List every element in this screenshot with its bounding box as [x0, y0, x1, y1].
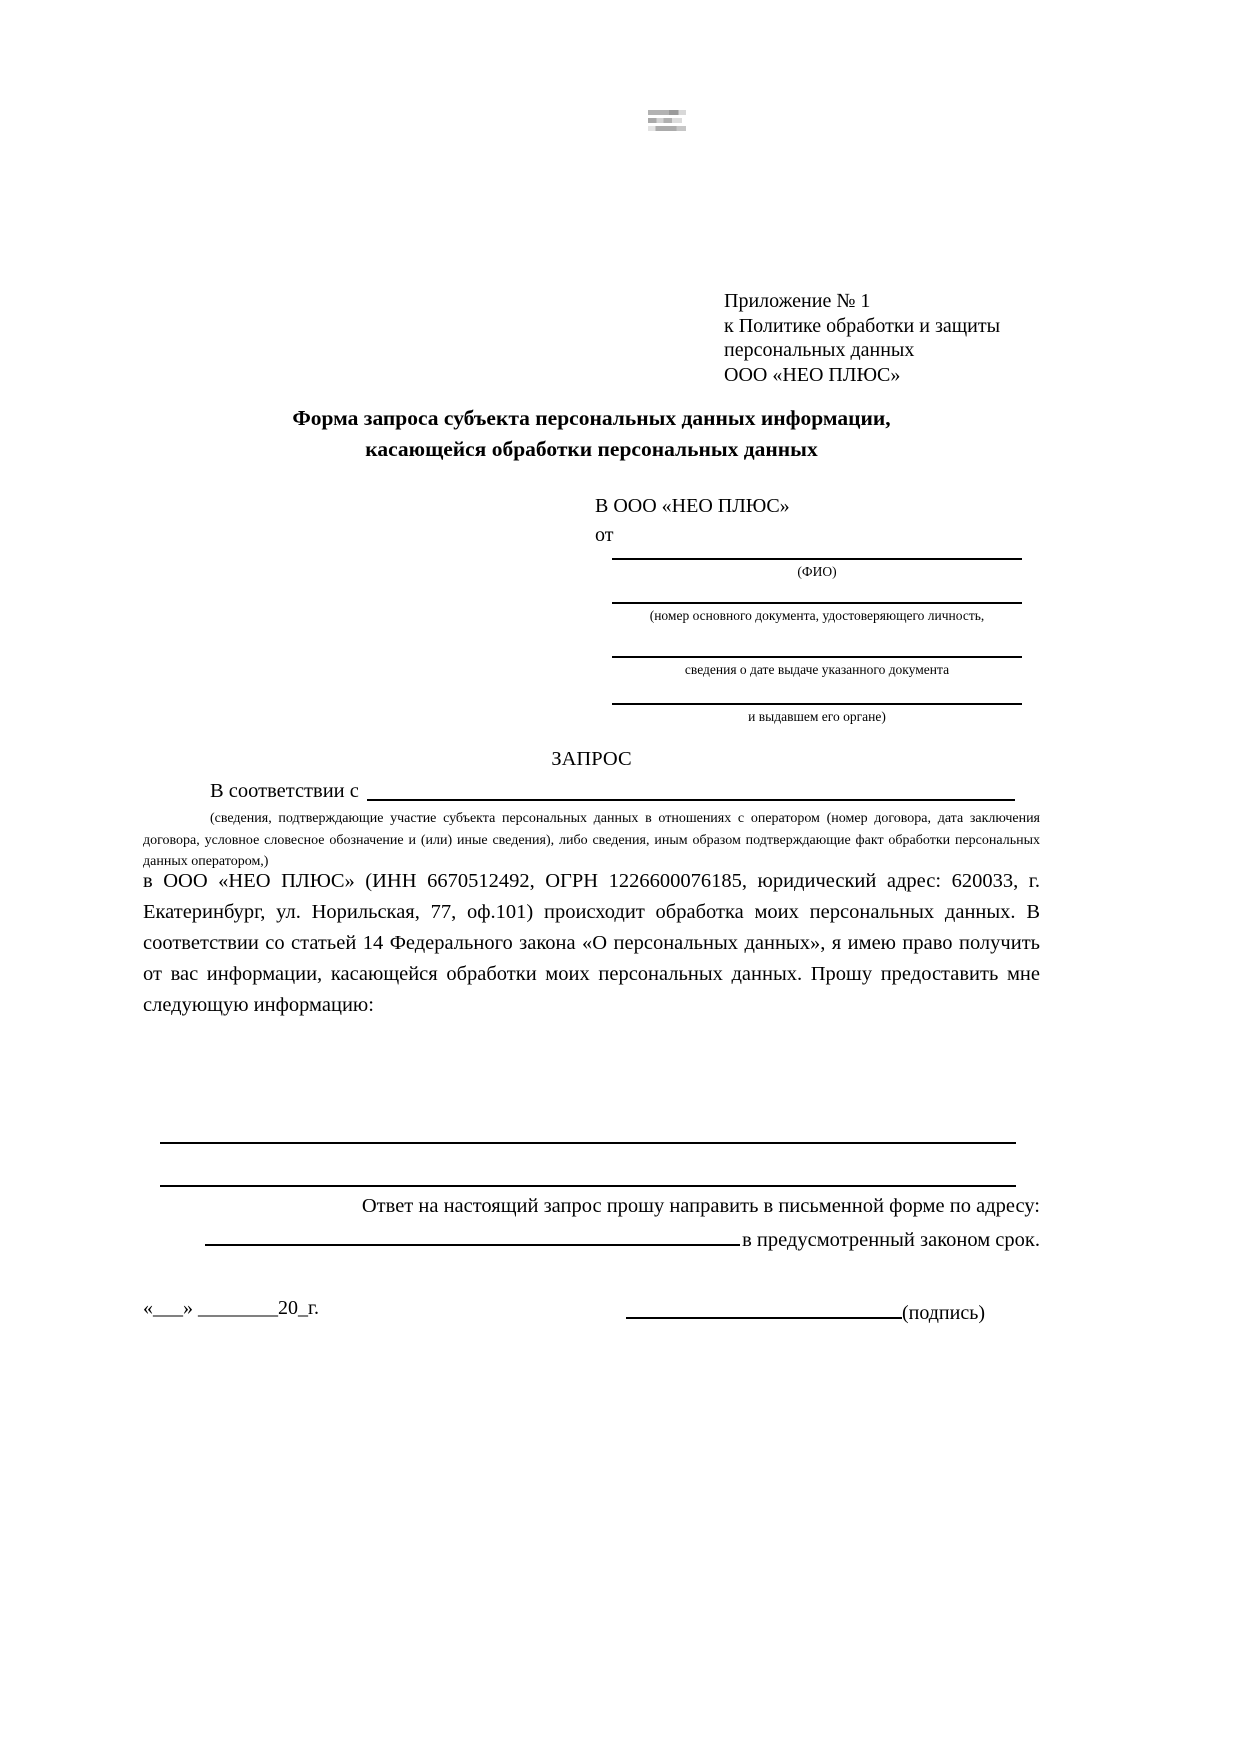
accordance-label: В соответствии с — [210, 780, 359, 802]
relation-info-blank[interactable] — [367, 780, 1015, 801]
issuing-authority-caption: и выдавшем его органе) — [748, 709, 886, 724]
addressee-from: от — [595, 524, 614, 546]
applicant-fields — [612, 538, 1022, 725]
page-title-line1: Форма запроса субъекта персональных данных информации, — [292, 406, 891, 430]
info-blank-line-1[interactable] — [160, 1142, 1016, 1144]
document-issue-date-blank[interactable] — [612, 636, 1022, 658]
document-number-caption: (номер основного документа, удостоверяющего личность, — [649, 608, 985, 623]
document-number-blank[interactable] — [612, 582, 1022, 604]
annex-line: к Политике обработки и защиты — [724, 314, 1001, 337]
annex-header — [724, 289, 1000, 387]
issuing-authority-field — [612, 683, 1022, 725]
page-title — [143, 403, 1040, 465]
annex-line: ООО «НЕО ПЛЮС» — [724, 363, 901, 386]
reply-line1: Ответ на настоящий запрос прошу направить в письменной форме по адресу: — [361, 1195, 1040, 1217]
issuing-authority-blank[interactable] — [612, 683, 1022, 705]
fio-field — [612, 538, 1022, 580]
request-heading: ЗАПРОС — [551, 748, 632, 770]
address-blank[interactable] — [205, 1222, 740, 1246]
annex-line: Приложение № 1 — [724, 290, 871, 312]
request-body: в ООО «НЕО ПЛЮС» (ИНН 6670512492, ОГРН 1226600076185, юридический адрес: 620033, г. Екатеринбург, ул. Норильская, 77, оф.101) происходит обработка моих персональных данных. В соответствии со статьей 14 Федерального закона «О персональных данных», я имею право получить от вас информации, касающейся обработки моих персональных данных. Прошу предоставить мне следующую информацию: — [143, 870, 1040, 1016]
signature-blank[interactable] — [626, 1297, 902, 1319]
addressee-to: В ООО «НЕО ПЛЮС» — [595, 495, 790, 517]
accordance-line — [143, 780, 1040, 803]
image-placeholder-icon — [648, 110, 686, 133]
signature-row — [143, 1297, 1040, 1325]
document-issue-date-caption: сведения о дате выдаче указанного документа — [684, 662, 950, 677]
fio-caption: (ФИО) — [797, 564, 837, 579]
info-blank-line-2[interactable] — [160, 1185, 1016, 1187]
reply-line2-suffix: в предусмотренный законом срок. — [742, 1229, 1040, 1251]
signature-caption: (подпись) — [901, 1302, 985, 1324]
reply-line2 — [143, 1222, 1040, 1256]
document-issue-date-field — [612, 636, 1022, 678]
annex-line: персональных данных — [724, 339, 915, 361]
document-number-field — [612, 582, 1022, 624]
reply-paragraph — [143, 1191, 1040, 1256]
signature-area — [626, 1297, 985, 1325]
fine-print-note: (сведения, подтверждающие участие субъекта персональных данных в отношениях с оператором (номер договора, дата заключения договора, условное словесное обозначение и (или) иные сведения), либо сведения, иным образом подтверждающие факт обработки персональных данных оператором,) — [143, 811, 1040, 869]
page-title-line2: касающейся обработки персональных данных — [365, 437, 818, 461]
fio-blank[interactable] — [612, 538, 1022, 560]
date-line[interactable]: «___» ________20_г. — [143, 1297, 319, 1319]
